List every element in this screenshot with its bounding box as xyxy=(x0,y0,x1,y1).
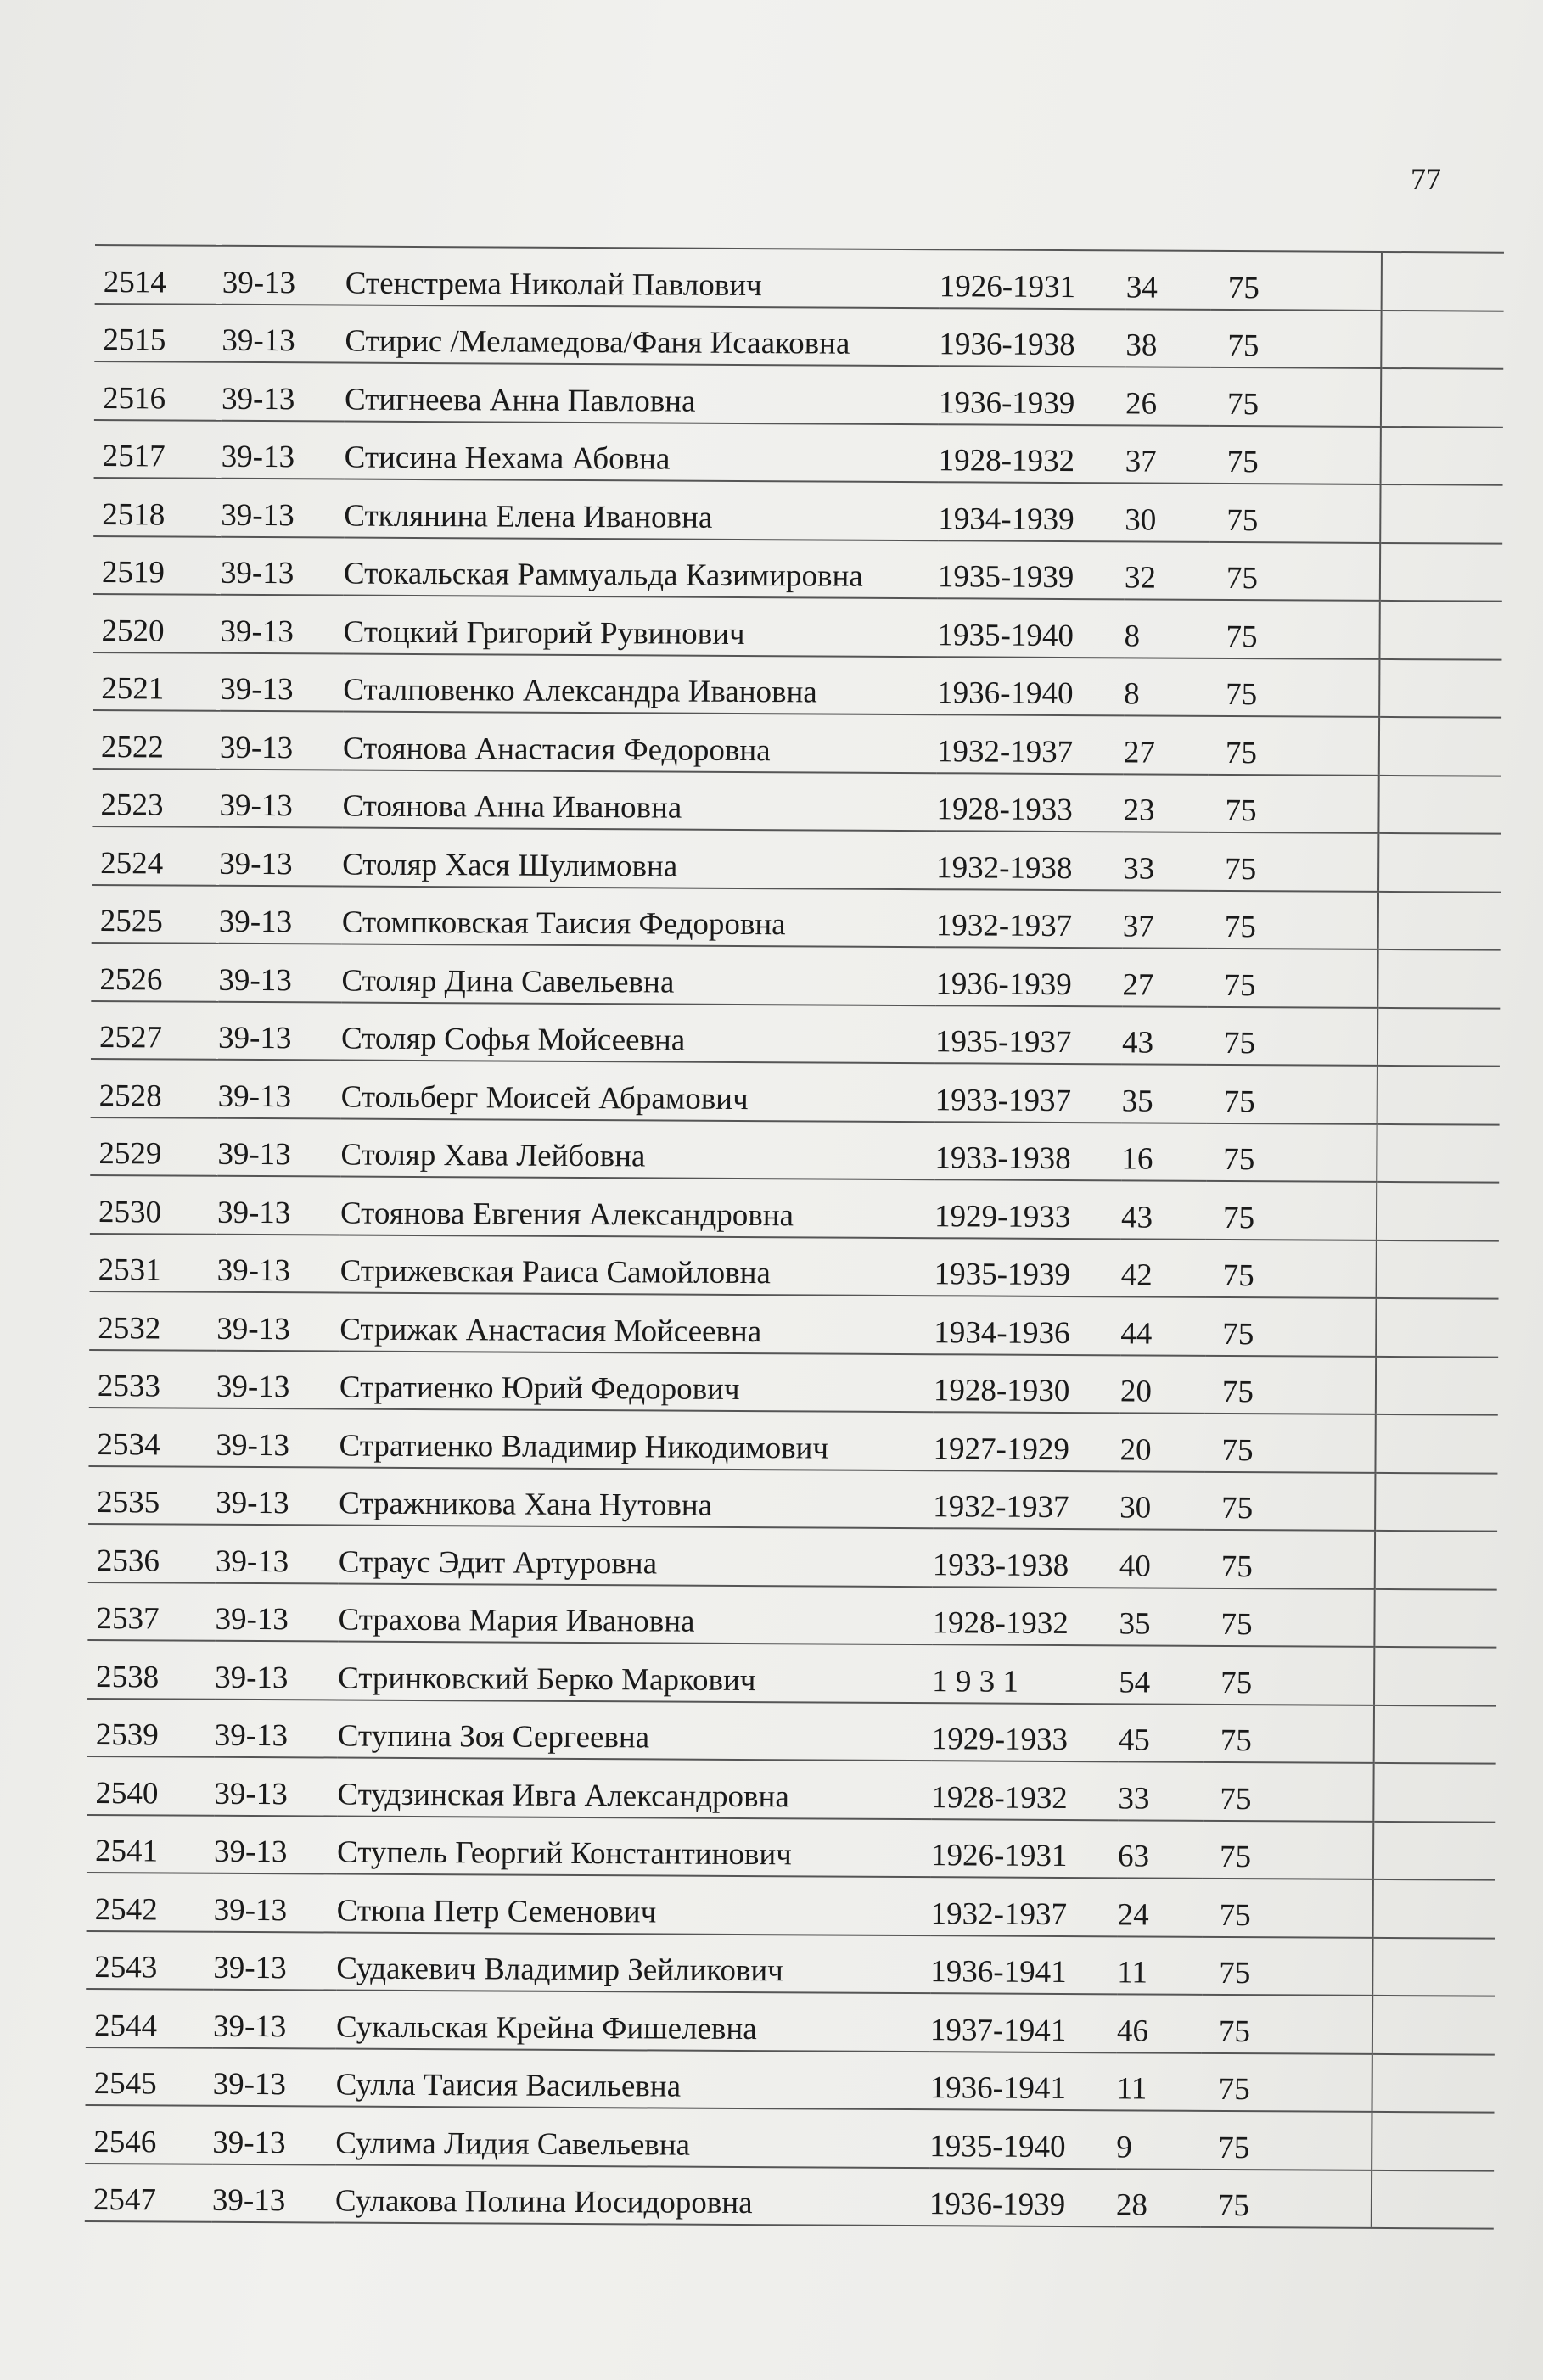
table-row xyxy=(93,710,1501,776)
record-notes-cell xyxy=(1382,252,1504,311)
records-table-body xyxy=(85,245,1504,2229)
record-term: 75 xyxy=(1204,1471,1375,1531)
record-notes-cell xyxy=(1378,775,1501,833)
record-code: 39-13 xyxy=(216,1292,339,1351)
record-code: 39-13 xyxy=(213,2047,336,2106)
record-name: Стоянова Анна Ивановна xyxy=(342,770,936,831)
record-count: 8 xyxy=(1124,599,1209,658)
table-row xyxy=(87,1873,1495,1938)
record-notes-cell xyxy=(1372,2170,1494,2228)
record-number: 2528 xyxy=(91,1059,218,1117)
record-count: 46 xyxy=(1117,1994,1202,2052)
record-number: 2515 xyxy=(94,303,222,361)
record-term: 75 xyxy=(1210,425,1381,484)
record-term: 75 xyxy=(1205,1355,1376,1414)
record-name: Стюпа Петр Семенович xyxy=(337,1874,931,1935)
record-name: Сулла Таисия Васильевна xyxy=(336,2048,930,2109)
record-years: 1928-1932 xyxy=(931,1761,1118,1820)
table-row xyxy=(88,1524,1497,1589)
record-notes-cell xyxy=(1381,368,1503,427)
record-name: Стомпковская Таисия Федоровна xyxy=(342,886,936,947)
record-term: 75 xyxy=(1201,2052,1372,2112)
table-row xyxy=(87,1756,1495,1822)
record-number: 2532 xyxy=(89,1291,216,1350)
record-code: 39-13 xyxy=(220,652,343,711)
record-count: 28 xyxy=(1116,2169,1201,2227)
record-count: 16 xyxy=(1121,1123,1206,1181)
record-notes-cell xyxy=(1374,1647,1496,1705)
record-notes-cell xyxy=(1377,1240,1499,1298)
record-code: 39-13 xyxy=(218,1060,341,1118)
table-row xyxy=(92,826,1501,892)
record-name: Стрижак Анастасия Мойсеевна xyxy=(339,1293,934,1354)
table-row xyxy=(93,594,1501,659)
record-number: 2544 xyxy=(86,1989,213,2047)
record-count: 38 xyxy=(1125,309,1210,367)
record-years: 1934-1939 xyxy=(938,482,1125,541)
record-count: 24 xyxy=(1118,1878,1203,1936)
records-table xyxy=(85,244,1504,2230)
record-years: 1933-1938 xyxy=(933,1528,1119,1588)
record-count: 44 xyxy=(1120,1296,1205,1355)
table-row xyxy=(87,1814,1495,1879)
table-row xyxy=(94,303,1503,368)
record-count: 45 xyxy=(1119,1704,1204,1762)
record-name: Столяр Хава Лейбовна xyxy=(340,1118,934,1179)
record-term: 75 xyxy=(1208,890,1378,949)
record-notes-cell xyxy=(1373,1821,1495,1879)
record-count: 33 xyxy=(1118,1761,1203,1820)
record-term: 75 xyxy=(1207,1006,1377,1066)
record-count: 9 xyxy=(1116,2110,1201,2169)
record-number: 2516 xyxy=(94,361,222,420)
record-name: Студзинская Ивга Александровна xyxy=(337,1758,931,1819)
record-code: 39-13 xyxy=(216,1466,339,1525)
record-code: 39-13 xyxy=(214,1815,337,1873)
table-row xyxy=(88,1465,1497,1531)
record-name: Стирис /Меламедова/Фаня Исааковна xyxy=(345,305,939,366)
record-name: Стокальская Раммуальда Казимировна xyxy=(344,537,938,598)
record-count: 30 xyxy=(1119,1471,1204,1530)
record-code: 39-13 xyxy=(220,711,343,770)
record-count: 27 xyxy=(1122,948,1207,1006)
record-count: 34 xyxy=(1126,250,1211,309)
record-term: 75 xyxy=(1209,484,1380,543)
record-number: 2536 xyxy=(88,1524,216,1582)
record-notes-cell xyxy=(1375,1531,1497,1589)
table-row xyxy=(87,1582,1496,1647)
record-name: Стрижевская Раиса Самойловна xyxy=(340,1235,934,1296)
record-years: 1926-1931 xyxy=(931,1819,1118,1879)
record-term: 75 xyxy=(1206,1181,1377,1240)
record-term: 75 xyxy=(1207,1065,1377,1124)
record-name: Стоцкий Григорий Рувинович xyxy=(343,596,937,657)
record-count: 11 xyxy=(1117,1936,1202,1995)
table-row xyxy=(90,1233,1499,1298)
record-term: 75 xyxy=(1203,1820,1373,1879)
record-notes-cell xyxy=(1378,891,1501,949)
record-number: 2531 xyxy=(90,1233,217,1291)
record-name: Столяр Дина Савельевна xyxy=(341,944,935,1005)
record-term: 75 xyxy=(1201,2169,1372,2228)
record-term: 75 xyxy=(1208,832,1378,892)
record-years: 1932-1938 xyxy=(936,831,1123,890)
record-number: 2518 xyxy=(93,478,221,536)
record-name: Стоянова Анастасия Федоровна xyxy=(343,712,937,773)
record-code: 39-13 xyxy=(218,944,341,1002)
record-code: 39-13 xyxy=(219,885,342,944)
record-years: 1935-1939 xyxy=(934,1238,1121,1297)
record-number: 2541 xyxy=(87,1814,214,1873)
record-name: Сулакова Полина Иосидоровна xyxy=(335,2164,929,2226)
table-row xyxy=(89,1349,1498,1414)
record-number: 2534 xyxy=(88,1408,216,1466)
table-row xyxy=(93,652,1501,717)
record-number: 2547 xyxy=(85,2163,212,2221)
record-name: Стринковский Берко Маркович xyxy=(338,1642,932,1703)
record-code: 39-13 xyxy=(221,536,344,595)
record-notes-cell xyxy=(1376,1298,1498,1357)
record-term: 75 xyxy=(1211,251,1382,311)
record-name: Стигнеева Анна Павловна xyxy=(345,363,939,424)
record-notes-cell xyxy=(1373,1879,1495,1938)
record-code: 39-13 xyxy=(217,1117,340,1176)
record-notes-cell xyxy=(1373,1763,1495,1822)
record-notes-cell xyxy=(1374,1588,1496,1647)
record-number: 2533 xyxy=(89,1349,216,1408)
record-number: 2519 xyxy=(93,535,221,594)
record-name: Столяр Хася Шулимовна xyxy=(342,828,936,889)
record-term: 75 xyxy=(1204,1646,1374,1705)
record-code: 39-13 xyxy=(221,479,344,537)
record-term: 75 xyxy=(1202,1936,1372,1996)
record-number: 2517 xyxy=(94,419,222,478)
record-term: 75 xyxy=(1203,1762,1373,1822)
record-code: 39-13 xyxy=(215,1582,338,1641)
record-code: 39-13 xyxy=(219,827,342,886)
record-term: 75 xyxy=(1204,1414,1375,1473)
table-row xyxy=(92,768,1501,833)
record-count: 42 xyxy=(1121,1239,1206,1297)
record-number: 2514 xyxy=(95,245,222,304)
record-term: 75 xyxy=(1206,1239,1377,1298)
record-notes-cell xyxy=(1375,1414,1497,1473)
table-row xyxy=(91,1000,1500,1066)
record-number: 2540 xyxy=(87,1756,214,1815)
record-term: 75 xyxy=(1205,1297,1376,1357)
record-code: 39-13 xyxy=(213,1990,336,2048)
record-name: Стенстрема Николай Павлович xyxy=(345,247,940,308)
table-row xyxy=(91,1059,1500,1124)
record-number: 2538 xyxy=(87,1640,215,1699)
table-row xyxy=(87,1698,1496,1763)
record-count: 26 xyxy=(1125,367,1210,425)
table-row xyxy=(93,478,1502,543)
record-notes-cell xyxy=(1377,1066,1500,1124)
record-notes-cell xyxy=(1372,1937,1495,1996)
record-years: 1934-1936 xyxy=(934,1296,1120,1355)
table-row xyxy=(86,1989,1495,2054)
table-row xyxy=(85,2105,1494,2170)
table-row xyxy=(88,1408,1497,1473)
record-number: 2537 xyxy=(87,1582,215,1640)
record-name: Сулима Лидия Савельевна xyxy=(335,2107,929,2168)
record-years: 1936-1940 xyxy=(937,657,1124,716)
record-notes-cell xyxy=(1372,1996,1495,2054)
record-term: 75 xyxy=(1206,1123,1377,1182)
table-row xyxy=(86,2047,1495,2112)
record-code: 39-13 xyxy=(218,1001,341,1060)
record-count: 63 xyxy=(1118,1820,1203,1879)
record-notes-cell xyxy=(1377,949,1500,1008)
record-term: 75 xyxy=(1201,2111,1372,2170)
record-count: 8 xyxy=(1124,658,1209,716)
record-years: 1928-1932 xyxy=(932,1587,1119,1646)
record-notes-cell xyxy=(1379,601,1501,659)
record-number: 2545 xyxy=(86,2047,213,2105)
table-row xyxy=(90,1117,1499,1182)
record-term: 75 xyxy=(1204,1588,1374,1647)
record-notes-cell xyxy=(1374,1705,1496,1763)
record-number: 2530 xyxy=(90,1175,217,1234)
record-name: Стклянина Елена Ивановна xyxy=(344,479,938,540)
record-years: 1929-1933 xyxy=(934,1179,1121,1239)
record-years: 1937-1941 xyxy=(930,1993,1117,2052)
record-code: 39-13 xyxy=(217,1176,340,1235)
record-name: Сталповенко Александра Ивановна xyxy=(343,653,937,714)
record-notes-cell xyxy=(1372,2112,1494,2170)
record-code: 39-13 xyxy=(222,420,345,479)
record-number: 2529 xyxy=(90,1117,217,1175)
record-notes-cell xyxy=(1381,310,1503,368)
record-number: 2520 xyxy=(93,594,220,652)
record-term: 75 xyxy=(1209,716,1379,776)
record-code: 39-13 xyxy=(214,1757,337,1816)
record-count: 30 xyxy=(1125,483,1209,541)
record-term: 75 xyxy=(1210,367,1381,427)
record-years: 1936-1939 xyxy=(939,366,1125,425)
table-row xyxy=(93,535,1502,601)
record-years: 1936-1938 xyxy=(939,308,1125,367)
record-name: Сукальская Крейна Фишелевна xyxy=(336,1991,930,2052)
record-notes-cell xyxy=(1380,542,1502,601)
record-term: 75 xyxy=(1208,774,1378,833)
table-row xyxy=(85,2163,1494,2228)
record-years: 1935-1940 xyxy=(929,2109,1116,2169)
record-term: 75 xyxy=(1204,1704,1374,1763)
record-code: 39-13 xyxy=(212,2106,335,2164)
record-number: 2542 xyxy=(87,1873,214,1931)
record-term: 75 xyxy=(1209,600,1379,659)
record-term: 75 xyxy=(1203,1879,1373,1938)
record-number: 2524 xyxy=(92,826,219,885)
record-term: 75 xyxy=(1207,949,1377,1008)
record-notes-cell xyxy=(1377,1182,1499,1240)
record-code: 39-13 xyxy=(216,1525,339,1583)
table-row xyxy=(89,1291,1498,1357)
record-count: 54 xyxy=(1119,1645,1204,1704)
record-number: 2525 xyxy=(92,884,219,943)
record-number: 2543 xyxy=(86,1930,213,1989)
record-number: 2526 xyxy=(91,943,218,1001)
record-code: 39-13 xyxy=(220,595,343,653)
record-years: 1936-1941 xyxy=(930,1935,1117,1995)
record-count: 37 xyxy=(1123,890,1208,949)
record-count: 11 xyxy=(1117,2052,1202,2111)
record-notes-cell xyxy=(1377,1007,1500,1066)
record-name: Судакевич Владимир Зейликович xyxy=(336,1932,930,1993)
record-name: Стратиенко Владимир Никодимович xyxy=(339,1409,933,1470)
page-number: 77 xyxy=(1411,162,1441,196)
record-notes-cell xyxy=(1379,658,1501,717)
record-name: Стоянова Евгения Александровна xyxy=(340,1177,934,1238)
record-term: 75 xyxy=(1202,1995,1372,2054)
record-name: Ступина Зоя Сергеевна xyxy=(338,1700,932,1761)
record-number: 2539 xyxy=(87,1698,215,1756)
table-row xyxy=(94,361,1503,427)
record-years: 1926-1931 xyxy=(940,249,1126,309)
record-notes-cell xyxy=(1372,2053,1494,2112)
record-code: 39-13 xyxy=(215,1699,338,1757)
record-count: 37 xyxy=(1125,425,1210,484)
record-count: 23 xyxy=(1123,774,1208,832)
record-years: 1932-1937 xyxy=(936,889,1123,949)
record-name: Страус Эдит Артуровна xyxy=(339,1526,933,1587)
record-years: 1936-1939 xyxy=(935,947,1122,1006)
table-row xyxy=(90,1175,1499,1240)
record-years: 1933-1938 xyxy=(934,1122,1121,1181)
record-code: 39-13 xyxy=(212,2164,335,2222)
table-row xyxy=(94,419,1503,484)
record-term: 75 xyxy=(1204,1530,1375,1589)
record-code: 39-13 xyxy=(213,1931,336,1990)
record-years: 1928-1930 xyxy=(934,1354,1120,1414)
record-name: Страхова Мария Ивановна xyxy=(338,1583,932,1644)
record-term: 75 xyxy=(1210,309,1381,368)
record-name: Стражникова Хана Нутовна xyxy=(339,1467,933,1528)
record-count: 20 xyxy=(1119,1413,1204,1471)
record-notes-cell xyxy=(1376,1356,1498,1414)
table-row xyxy=(95,245,1504,311)
record-number: 2522 xyxy=(93,710,220,769)
record-years: 1928-1933 xyxy=(936,773,1123,832)
record-years: 1929-1933 xyxy=(932,1703,1119,1762)
record-term: 75 xyxy=(1209,658,1379,717)
record-code: 39-13 xyxy=(219,769,342,827)
record-years: 1936-1941 xyxy=(930,2052,1117,2111)
record-count: 32 xyxy=(1125,541,1209,600)
record-years: 1933-1937 xyxy=(935,1063,1122,1123)
record-notes-cell xyxy=(1381,426,1503,484)
record-count: 35 xyxy=(1122,1064,1207,1123)
record-name: Стольберг Моисей Абрамович xyxy=(341,1061,935,1122)
table-row xyxy=(92,884,1501,949)
record-years: 1932-1937 xyxy=(933,1470,1119,1530)
record-years: 1936-1939 xyxy=(929,2168,1116,2227)
record-count: 40 xyxy=(1119,1529,1204,1588)
record-count: 43 xyxy=(1121,1180,1206,1239)
record-years: 1932-1937 xyxy=(931,1877,1118,1936)
record-count: 33 xyxy=(1123,832,1208,890)
record-years: 1932-1937 xyxy=(937,714,1124,774)
record-years: 1935-1939 xyxy=(938,540,1125,600)
record-name: Ступель Георгий Константинович xyxy=(337,1816,931,1877)
record-number: 2523 xyxy=(92,768,219,826)
record-name: Столяр Софья Мойсеевна xyxy=(341,1002,935,1063)
record-notes-cell xyxy=(1380,484,1502,543)
record-notes-cell xyxy=(1378,833,1501,892)
record-code: 39-13 xyxy=(216,1408,339,1467)
table-row xyxy=(86,1930,1495,1996)
record-notes-cell xyxy=(1377,1123,1499,1182)
record-code: 39-13 xyxy=(217,1234,340,1292)
record-notes-cell xyxy=(1375,1472,1497,1531)
record-number: 2535 xyxy=(88,1465,216,1524)
record-years: 1935-1940 xyxy=(937,598,1124,658)
table-row xyxy=(87,1640,1496,1705)
record-code: 39-13 xyxy=(222,362,345,421)
record-years: 1 9 3 1 xyxy=(932,1644,1119,1704)
record-number: 2521 xyxy=(93,652,220,710)
record-code: 39-13 xyxy=(222,304,345,362)
record-name: Стисина Нехама Абовна xyxy=(345,421,939,482)
record-count: 35 xyxy=(1119,1588,1204,1646)
record-term: 75 xyxy=(1209,541,1380,601)
record-name: Стратиенко Юрий Федорович xyxy=(339,1351,934,1412)
table-row xyxy=(91,943,1500,1008)
record-number: 2527 xyxy=(91,1000,218,1059)
record-years: 1927-1929 xyxy=(933,1412,1119,1471)
record-years: 1935-1937 xyxy=(935,1005,1122,1065)
record-notes-cell xyxy=(1379,717,1501,776)
record-count: 27 xyxy=(1124,715,1209,774)
record-years: 1928-1932 xyxy=(939,424,1125,484)
record-code: 39-13 xyxy=(214,1873,337,1932)
record-code: 39-13 xyxy=(215,1641,338,1700)
record-code: 39-13 xyxy=(216,1350,339,1408)
record-count: 43 xyxy=(1122,1006,1207,1065)
record-number: 2546 xyxy=(85,2105,212,2164)
record-code: 39-13 xyxy=(222,246,345,305)
record-count: 20 xyxy=(1120,1355,1205,1414)
